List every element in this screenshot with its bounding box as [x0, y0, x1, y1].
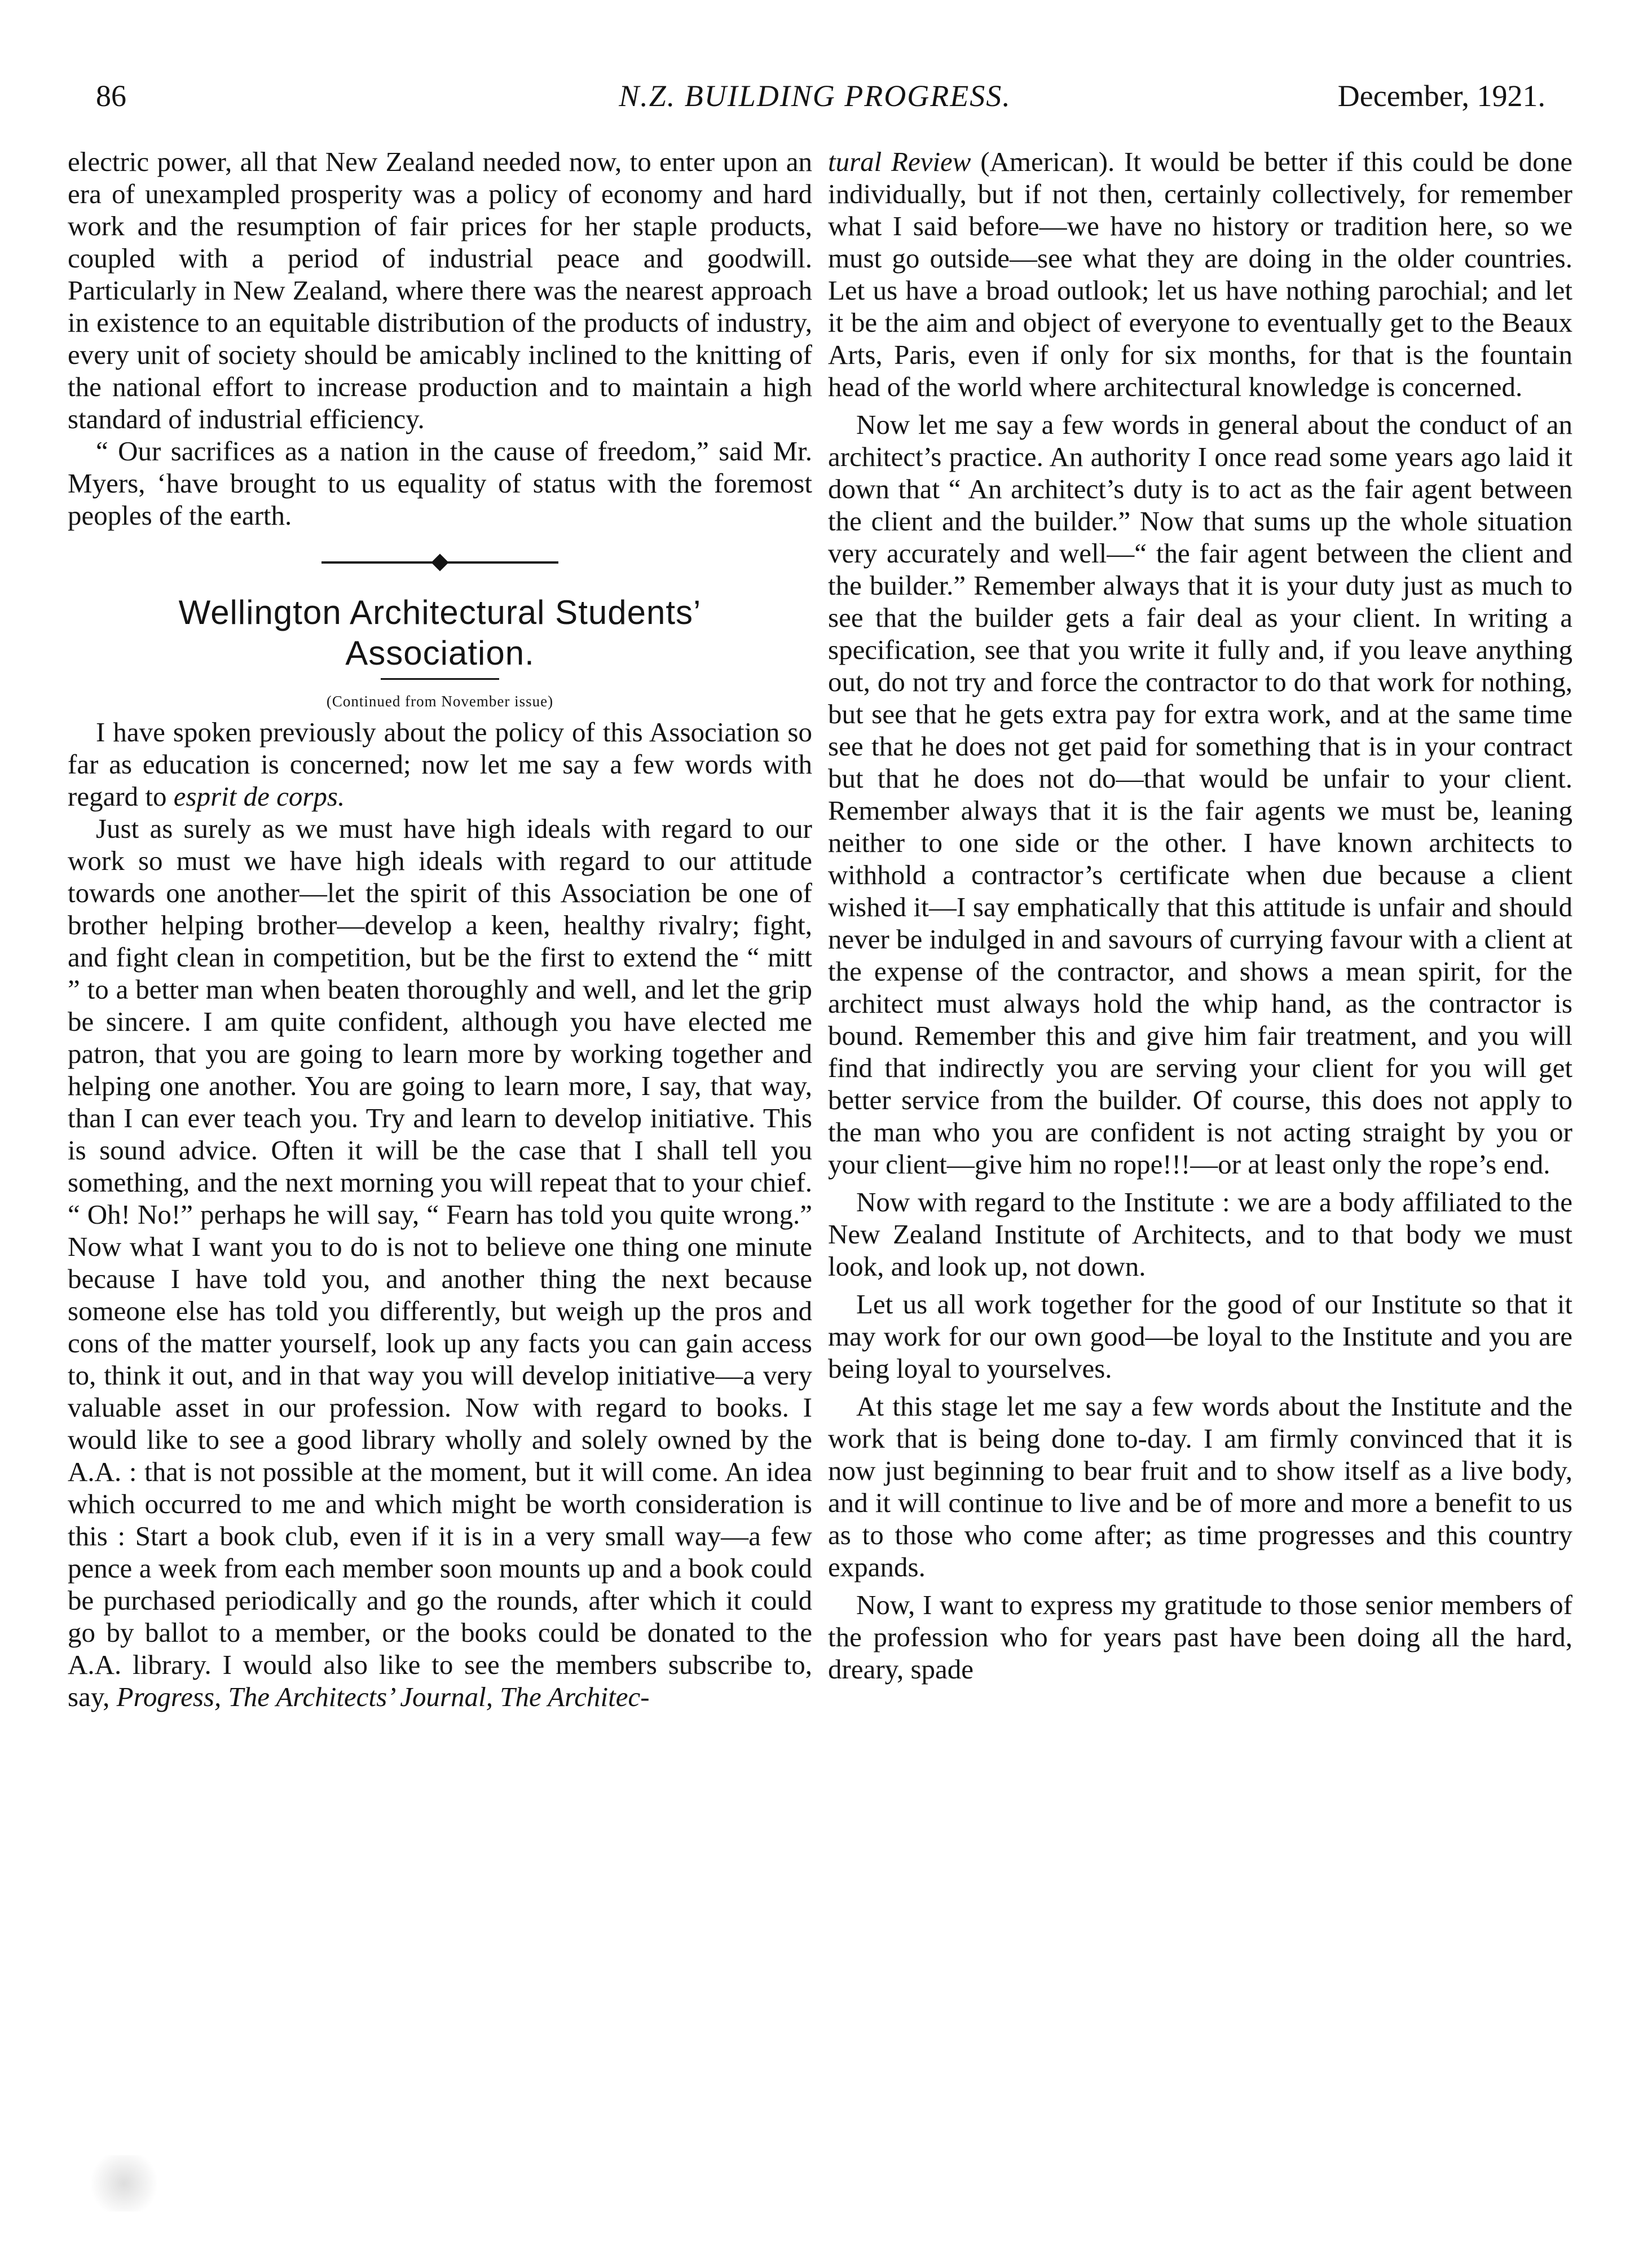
title-underline — [381, 678, 499, 680]
right-column — [828, 146, 1572, 1685]
paper-stain — [85, 2155, 164, 2212]
issue-date: December, 1921. — [1337, 79, 1545, 113]
paragraph: Now let me say a few words in general about the conduct of an architect’s practice. An authority I once read some years ago laid it down that “ An architect’s duty is to act as the fair agent between the client and the builder.” Now that sums up the whole situation very accurately and well—“ the fair agent between the client and the builder.” Remember always that it is your duty just as much to see that the builder gets a fair deal as your client. In writing a specification, see that you write it fully and, if you leave anything out, do not try and force the contractor to do that work for nothing, but see that he gets extra pay for extra work, and at the same time see that he does not get paid for something that is in your contract but that he does not do—that would be unfair to your client. Remember always that it is the fair agents we must be, leaning neither to one side or the other. I have known architects to withhold a contractor’s certificate when due because a client wished it—I say emphatically that this attitude is unfair and should never be indulged in and savours of currying favour with a client at the expense of the contractor, and shows a mean spirit, for the architect must always hold the whip hand, as the contractor is bound. Remember this and give him fair treatment, and you will find that indirectly you are serving your client for you will get better service from the builder. Of course, this does not apply to the man who you are confident is not acting straight by you or your client—give him no rope!!!—or at least only the rope’s end. — [828, 409, 1572, 1180]
paragraph: Now with regard to the Institute : we are a body affiliated to the New Zealand Institute of Architects, and to that body we must look, and look up, not down. — [828, 1186, 1572, 1282]
paragraph: Just as surely as we must have high ideals with regard to our work so must we have high ideals with regard to our attitude towards one another—let the spirit of this Association be one of brother helping brother—develop a keen, healthy rivalry; fight, and fight clean in competition, but be the first to extend the “ mitt ” to a better man when beaten thoroughly and well, and let the grip be sincere. I am quite confident, although you have elected me patron, that you are going to learn more by working together and helping one another. You are going to learn more, I say, that way, than I can ever teach you. Try and learn to develop initiative. This is sound advice. Often it will be the case that I shall tell you something, and the next morning you will repeat that to your chief. “ Oh! No!” perhaps he will say, “ Fearn has told you quite wrong.” Now what I want you to do is not to believe one thing one minute because I have told you, and another thing the next because someone else has told you differently, but weigh up the pros and cons of the matter yourself, look up any facts you can gain access to, think it out, and in that way you will develop initiative—a very valuable asset in our profession. Now with regard to books. I would like to see a good library wholly and solely owned by the A.A. : that is not possible at the moment, but it will come. An idea which occurred to me and which might be worth consideration is this : Start a book club, even if it is in a very small way—a few pence a week from each member soon mounts up and a book could be purchased periodically and go the rounds, after which it could go by ballot to a member, or the books could be donated to the A.A. library. I would also like to see the members subscribe to, say, Progress, The Architects’ Journal, The Architec- — [68, 813, 812, 1712]
publication-title: N.Z. BUILDING PROGRESS. — [619, 79, 1011, 113]
page-number: 86 — [96, 79, 126, 113]
paragraph: tural Review (American). It would be better if this could be done individually, but if not then, certainly collectively, for remember what I said before—we have no history or tradition here, so we must go outside—see what they are doing in the older countries. Let us have a broad outlook; let us have nothing parochial; and let it be the aim and object of everyone to eventually get to the Beaux Arts, Paris, even if only for six months, for that is the fountain head of the world where architectural knowledge is concerned. — [828, 146, 1572, 402]
article-title-line: Wellington Architectural Students’ — [178, 594, 702, 631]
paragraph: Let us all work together for the good of our Institute so that it may work for our own good—be loyal to the Institute and you are being loyal to yourselves. — [828, 1289, 1572, 1384]
paragraph: Now, I want to express my gratitude to those senior members of the profession who for years past have been doing all the hard, dreary, spade — [828, 1589, 1572, 1685]
paragraph: electric power, all that New Zealand needed now, to enter upon an era of unexampled prosperity was a policy of economy and hard work and the resumption of fair prices for her staple products, coupled with a period of industrial peace and goodwill. Particularly in New Zealand, where there was the nearest approach in existence to an equitable distribution of the products of industry, every unit of society should be amicably inclined to the knitting of the national effort to increase production and to maintain a high standard of industrial efficiency. — [68, 146, 812, 434]
paragraph: “ Our sacrifices as a nation in the cause of freedom,” said Mr. Myers, ‘have brought to us equality of status with the foremost peoples of the earth. — [68, 436, 812, 531]
article-title-line: Association. — [345, 634, 535, 672]
running-header — [85, 73, 1545, 118]
paragraph: I have spoken previously about the policy of this Association so far as education is concerned; now let me say a few words with regard to esprit de corps. — [68, 716, 812, 812]
section-divider — [321, 554, 558, 571]
article-title — [68, 592, 812, 680]
left-column — [68, 146, 812, 1713]
continued-note: (Continued from November issue) — [326, 693, 554, 710]
paragraph: At this stage let me say a few words about the Institute and the work that is being done to-day. I am firmly convinced that it is now just beginning to bear fruit and to show itself as a live body, and it will continue to live and be of more and more a benefit to us as to those who come after; as time progresses and this country expands. — [828, 1391, 1572, 1583]
